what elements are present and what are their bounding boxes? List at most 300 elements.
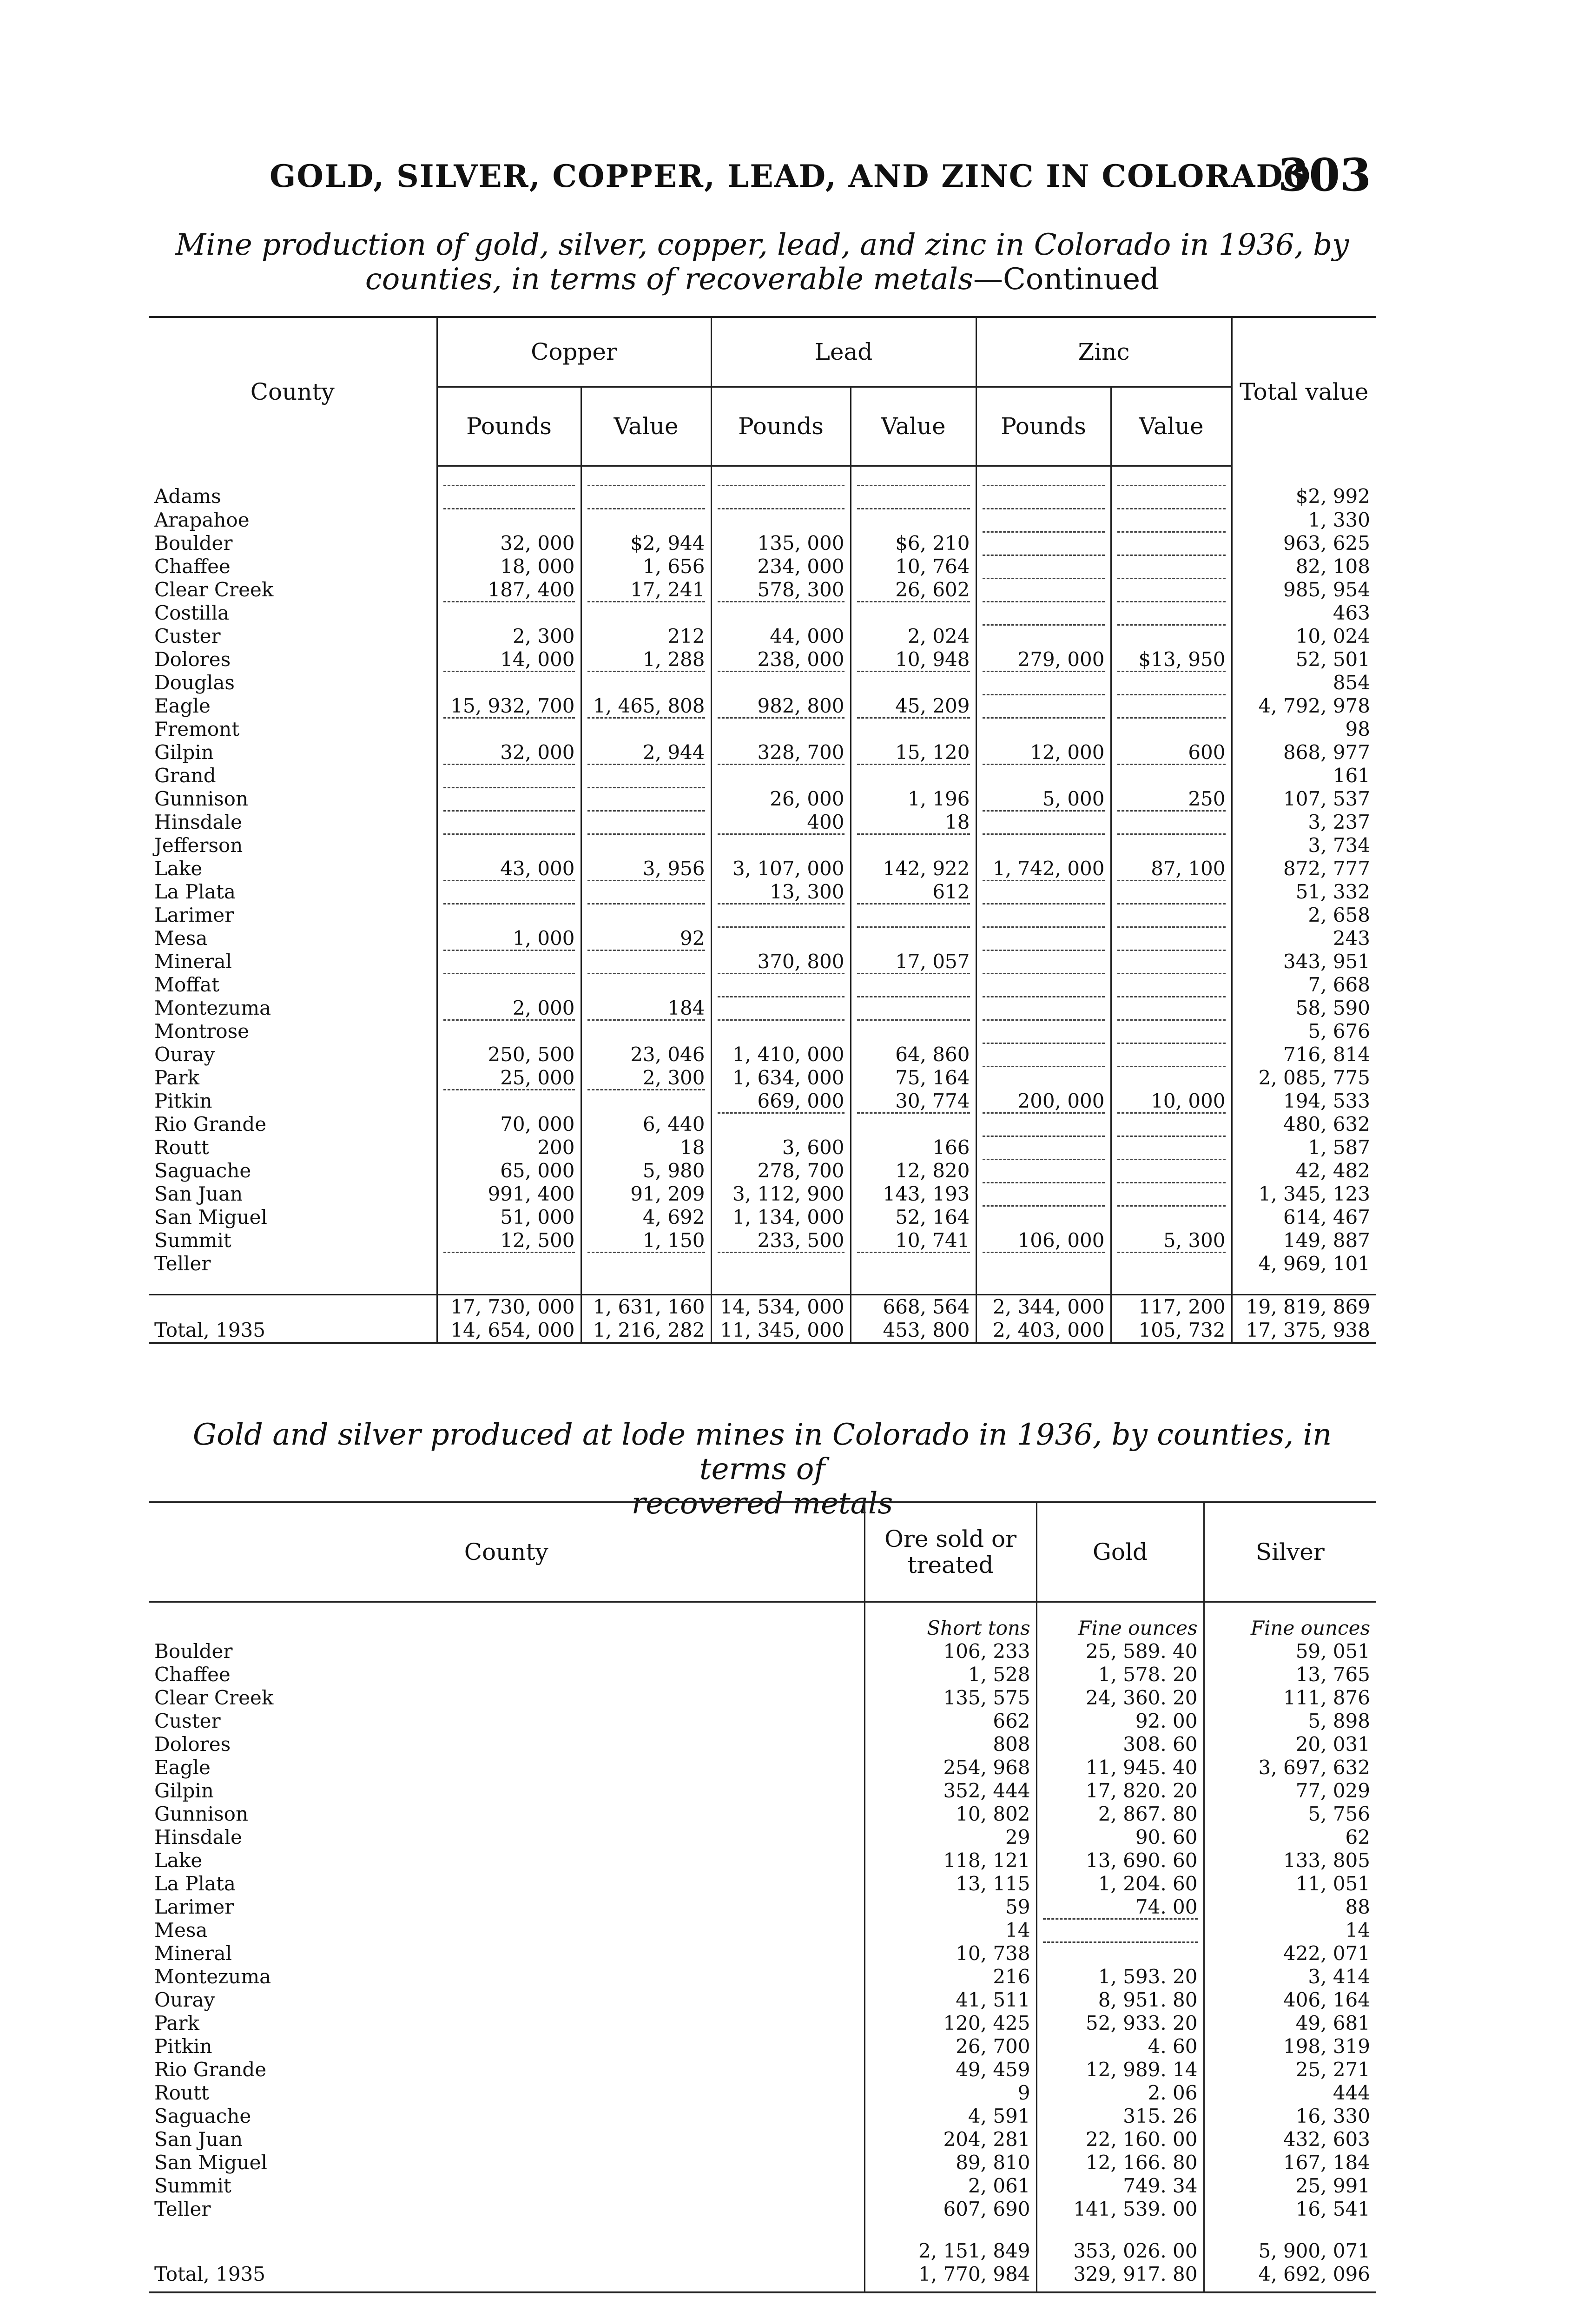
county-name: Clear Creek [149,1686,864,1710]
cell: 3, 956 [581,857,711,880]
cell: 26, 700 [864,2035,1036,2058]
cell: 3, 112, 900 [711,1182,851,1206]
county-label: Douglas [154,671,235,694]
cell [711,508,851,532]
table-row [149,1849,1376,1872]
cell [976,1159,1111,1182]
cell [1111,950,1232,973]
cell [711,764,851,787]
table-row [149,2058,1376,2081]
cell: 167, 184 [1283,2151,1370,2174]
cell: 187, 400 [437,578,581,601]
cell: 149, 887 [1283,1229,1370,1252]
cell: 234, 000 [711,555,851,578]
county-label: Custer [154,625,221,647]
cell [1111,578,1232,601]
unit-ore: Short tons [864,1602,1036,1640]
total-label: Total, 1935 [149,2263,864,2292]
county-label: Lake [154,857,203,880]
county-name [149,718,437,741]
cell: 13, 115 [864,1872,1036,1895]
table-row [149,1756,1376,1779]
county-label: Fremont [154,718,240,740]
county-name [149,857,437,880]
cell [976,1113,1111,1136]
table-row [149,1159,1376,1182]
cell [437,834,581,857]
cell: 200 [437,1136,581,1159]
cell: 29 [864,1826,1036,1849]
cell: 370, 800 [711,950,851,973]
county-label: Costilla [154,601,230,624]
cell: 111, 876 [1283,1686,1370,1709]
cell: 1, 204. 60 [1036,1872,1204,1895]
running-head [153,149,1371,209]
cell: 991, 400 [437,1182,581,1206]
cell: 612 [851,880,976,904]
county-name [149,1066,437,1089]
county-label: Pitkin [154,1089,212,1112]
cell: 5, 000 [976,787,1111,811]
cell [851,718,976,741]
cell: 872, 777 [1283,857,1370,880]
county-name: La Plata [149,1872,864,1895]
table-row [149,741,1376,764]
table2-total-1935-row [149,2263,1376,2292]
table-row [149,927,1376,950]
table-row [149,1252,1376,1275]
cell: 14 [864,1919,1036,1942]
cell [711,997,851,1020]
cell: 87, 100 [1111,857,1232,880]
table-row [149,1640,1376,1663]
total-cell: 1, 770, 984 [864,2263,1036,2292]
cell [976,625,1111,648]
county-name [149,466,437,508]
total-cell: 329, 917. 80 [1036,2263,1204,2292]
running-head-title: GOLD, SILVER, COPPER, LEAD, AND ZINC IN COLORADO [270,158,1312,194]
cell [711,1252,851,1275]
cell [976,601,1111,625]
total-label [149,1295,437,1319]
cell [976,718,1111,741]
county-name: San Miguel [149,2151,864,2174]
total-cell: 2, 151, 849 [864,2221,1036,2263]
cell [711,1020,851,1043]
cell: 49, 681 [1295,2012,1370,2034]
cell [976,973,1111,997]
cell: 24, 360. 20 [1036,1686,1204,1710]
cell [1111,555,1232,578]
cell [581,880,711,904]
table-row [149,1043,1376,1066]
county-name: Dolores [149,1733,864,1756]
cell: 2, 944 [581,741,711,764]
cell: 64, 860 [851,1043,976,1066]
cell: 400 [711,811,851,834]
table2-total-1936-row [149,2221,1376,2263]
table-copper-lead-zinc [149,316,1376,1344]
cell: 2, 000 [437,997,581,1020]
county-name [149,625,437,648]
cell: 1, 528 [864,1663,1036,1686]
cell: 5, 300 [1111,1229,1232,1252]
cell: 17, 057 [851,950,976,973]
county-name: Boulder [149,1640,864,1663]
cell: 10, 738 [864,1942,1036,1965]
table-row [149,671,1376,694]
table-row [149,1802,1376,1826]
cell [976,950,1111,973]
cell: 41, 511 [864,1988,1036,2012]
cell: 90. 60 [1036,1826,1204,1849]
cell [1036,1942,1204,1965]
table-row [149,1136,1376,1159]
cell: 11, 945. 40 [1036,1756,1204,1779]
cell: 406, 164 [1283,1988,1370,2011]
cell: 4, 792, 978 [1258,694,1370,717]
cell [581,1020,711,1043]
county-label: Chaffee [154,555,231,578]
county-name: Gilpin [149,1779,864,1802]
cell: 1, 330 [1308,508,1370,531]
cell [851,1020,976,1043]
county-name [149,1182,437,1206]
county-name [149,787,437,811]
county-label: Hinsdale [154,811,242,833]
cell [437,671,581,694]
cell: 17, 820. 20 [1036,1779,1204,1802]
table-row [149,1182,1376,1206]
table-row [149,1229,1376,1252]
table-row [149,2035,1376,2058]
table-row [149,1942,1376,1965]
cell [976,1136,1111,1159]
cell: 42, 482 [1295,1159,1370,1182]
cell [711,927,851,950]
cell [1111,1252,1232,1275]
cell [581,904,711,927]
cell: 16, 541 [1295,2198,1370,2220]
header2-county: County [149,1502,864,1602]
cell: 142, 922 [851,857,976,880]
cell: 135, 000 [711,532,851,555]
cell: 92. 00 [1036,1710,1204,1733]
cell: 716, 814 [1283,1043,1370,1066]
cell [976,997,1111,1020]
county-label: Routt [154,1136,209,1159]
cell: 2, 300 [437,625,581,648]
cell: 5, 756 [1308,1802,1370,1825]
cell: 14 [1345,1919,1370,1941]
county-label: Montrose [154,1020,249,1043]
header-zinc: Zinc [976,317,1232,387]
cell: 204, 281 [864,2128,1036,2151]
header-copper: Copper [437,317,711,387]
table-row [149,718,1376,741]
county-name: Summit [149,2174,864,2198]
cell: 23, 046 [581,1043,711,1066]
cell: 106, 000 [976,1229,1111,1252]
county-label: Montezuma [154,997,271,1019]
total-cell: 353, 026. 00 [1036,2221,1204,2263]
cell: 161 [1333,764,1370,787]
county-name [149,811,437,834]
cell [976,880,1111,904]
cell [1111,1206,1232,1229]
table-row [149,1686,1376,1710]
cell [711,671,851,694]
county-label: Gilpin [154,741,214,764]
table-row [149,1710,1376,1733]
table-row [149,2198,1376,2221]
cell: 16, 330 [1295,2105,1370,2127]
county-name [149,764,437,787]
cell [437,466,581,508]
county-label: Adams [154,485,221,508]
cell [976,694,1111,718]
table-row [149,973,1376,997]
cell: 422, 071 [1283,1942,1370,1965]
cell: 12, 500 [437,1229,581,1252]
table-row [149,1020,1376,1043]
header-zinc-pounds: Pounds [976,387,1111,466]
header-lead-value: Value [851,387,976,466]
cell: 77, 029 [1295,1779,1370,1802]
cell: 20, 031 [1295,1733,1370,1756]
cell [1111,532,1232,555]
cell: 6, 440 [581,1113,711,1136]
cell [851,466,976,508]
cell: 10, 948 [851,648,976,671]
county-name [149,1252,437,1275]
cell [1111,1182,1232,1206]
cell [1111,625,1232,648]
header2-gold: Gold [1036,1502,1204,1602]
total-cell: 14, 534, 000 [711,1295,851,1319]
total-cell: 453, 800 [851,1319,976,1343]
cell [851,1113,976,1136]
cell: 26, 000 [711,787,851,811]
cell [851,1252,976,1275]
cell: 254, 968 [864,1756,1036,1779]
county-label: Park [154,1066,199,1089]
cell: 328, 700 [711,741,851,764]
header-copper-value: Value [581,387,711,466]
cell: 1, 656 [581,555,711,578]
cell: 118, 121 [864,1849,1036,1872]
cell [1111,904,1232,927]
cell: $6, 210 [851,532,976,555]
table1-caption [149,228,1376,297]
cell: 88 [1345,1895,1370,1918]
county-name [149,1043,437,1066]
county-name: Chaffee [149,1663,864,1686]
cell: 51, 332 [1295,880,1370,903]
table-row [149,601,1376,625]
cell [976,555,1111,578]
cell [437,601,581,625]
county-name: Gunnison [149,1802,864,1826]
county-name: Routt [149,2081,864,2105]
county-name [149,601,437,625]
cell: 49, 459 [864,2058,1036,2081]
table-row [149,834,1376,857]
cell: 352, 444 [864,1779,1036,1802]
cell [1111,1043,1232,1066]
cell: 18, 000 [437,555,581,578]
cell: 82, 108 [1295,555,1370,578]
county-name [149,532,437,555]
county-name: Custer [149,1710,864,1733]
cell [1111,811,1232,834]
cell: 3, 697, 632 [1258,1756,1370,1779]
total-cell: 668, 564 [851,1295,976,1319]
cell: 32, 000 [437,741,581,764]
county-name [149,694,437,718]
table-row [149,1826,1376,1849]
county-name [149,555,437,578]
county-name: Montezuma [149,1965,864,1988]
cell: $2, 992 [1295,485,1370,508]
total-cell: 1, 631, 160 [581,1295,711,1319]
cell: 868, 977 [1283,741,1370,764]
cell [1111,718,1232,741]
cell [1111,694,1232,718]
table-row [149,2105,1376,2128]
county-name [149,741,437,764]
cell [976,811,1111,834]
cell [1111,764,1232,787]
cell: 5, 898 [1308,1710,1370,1732]
county-label: Saguache [154,1159,251,1182]
cell [581,1089,711,1113]
table-row [149,694,1376,718]
cell [976,532,1111,555]
table-row [149,1895,1376,1919]
cell [976,834,1111,857]
cell: 1, 465, 808 [581,694,711,718]
cell [976,1020,1111,1043]
county-name [149,880,437,904]
county-name: Park [149,2012,864,2035]
cell: 1, 000 [437,927,581,950]
table-row [149,997,1376,1020]
cell: 212 [581,625,711,648]
cell [581,834,711,857]
cell [581,466,711,508]
table-row [149,811,1376,834]
county-label: Dolores [154,648,231,671]
county-name [149,1136,437,1159]
cell: 43, 000 [437,857,581,880]
county-label: La Plata [154,880,236,903]
cell: 278, 700 [711,1159,851,1182]
table-row [149,1779,1376,1802]
table1-total-1935-row [149,1319,1376,1343]
cell [976,904,1111,927]
cell: 5, 980 [581,1159,711,1182]
cell [711,1113,851,1136]
cell [437,1252,581,1275]
cell: 52, 933. 20 [1036,2012,1204,2035]
county-label: Mesa [154,927,208,950]
cell [976,1182,1111,1206]
cell [976,466,1111,508]
cell: 8, 951. 80 [1036,1988,1204,2012]
cell: 614, 467 [1283,1206,1370,1228]
cell [437,950,581,973]
cell [437,764,581,787]
table-row [149,1988,1376,2012]
county-label: Grand [154,764,216,787]
cell: 2, 024 [851,625,976,648]
county-label: Summit [154,1229,231,1252]
table1-caption-suffix: —Continued [973,262,1160,297]
county-name: Hinsdale [149,1826,864,1849]
county-name: Mesa [149,1919,864,1942]
table-gold-silver [149,1501,1376,2293]
county-name [149,1113,437,1136]
county-name: Lake [149,1849,864,1872]
cell [437,1020,581,1043]
unit-gold: Fine ounces [1036,1602,1204,1640]
cell: 578, 300 [711,578,851,601]
county-name [149,1020,437,1043]
total-cell: 5, 900, 071 [1258,2239,1370,2262]
cell: 62 [1345,1826,1370,1849]
unit-silver: Fine ounces [1250,1617,1370,1639]
cell: 315. 26 [1036,2105,1204,2128]
county-label: San Miguel [154,1206,267,1228]
county-name: Ouray [149,1988,864,2012]
cell: 1, 345, 123 [1258,1182,1370,1205]
cell [581,1252,711,1275]
cell: 25, 271 [1295,2058,1370,2081]
cell [976,508,1111,532]
cell [976,671,1111,694]
cell: 669, 000 [711,1089,851,1113]
county-name: Larimer [149,1895,864,1919]
cell: 4, 692 [581,1206,711,1229]
cell: 2, 300 [581,1066,711,1089]
cell: 10, 764 [851,555,976,578]
county-label: Mineral [154,950,232,973]
cell: 51, 000 [437,1206,581,1229]
county-name [149,578,437,601]
cell [1111,997,1232,1020]
cell [581,973,711,997]
header-copper-pounds: Pounds [437,387,581,466]
cell [976,1043,1111,1066]
county-name [149,927,437,950]
cell: 808 [864,1733,1036,1756]
cell: 250 [1111,787,1232,811]
cell: 13, 300 [711,880,851,904]
table2-body [149,1640,1376,2221]
total-cell: 14, 654, 000 [437,1319,581,1343]
cell: 343, 951 [1283,950,1370,973]
county-label: Larimer [154,904,234,926]
county-label: San Juan [154,1182,243,1205]
county-name: Eagle [149,1756,864,1779]
county-name [149,648,437,671]
cell [437,880,581,904]
table-row [149,466,1376,508]
cell: 463 [1333,601,1370,624]
cell [1111,508,1232,532]
total-label: Total, 1935 [149,1319,437,1343]
